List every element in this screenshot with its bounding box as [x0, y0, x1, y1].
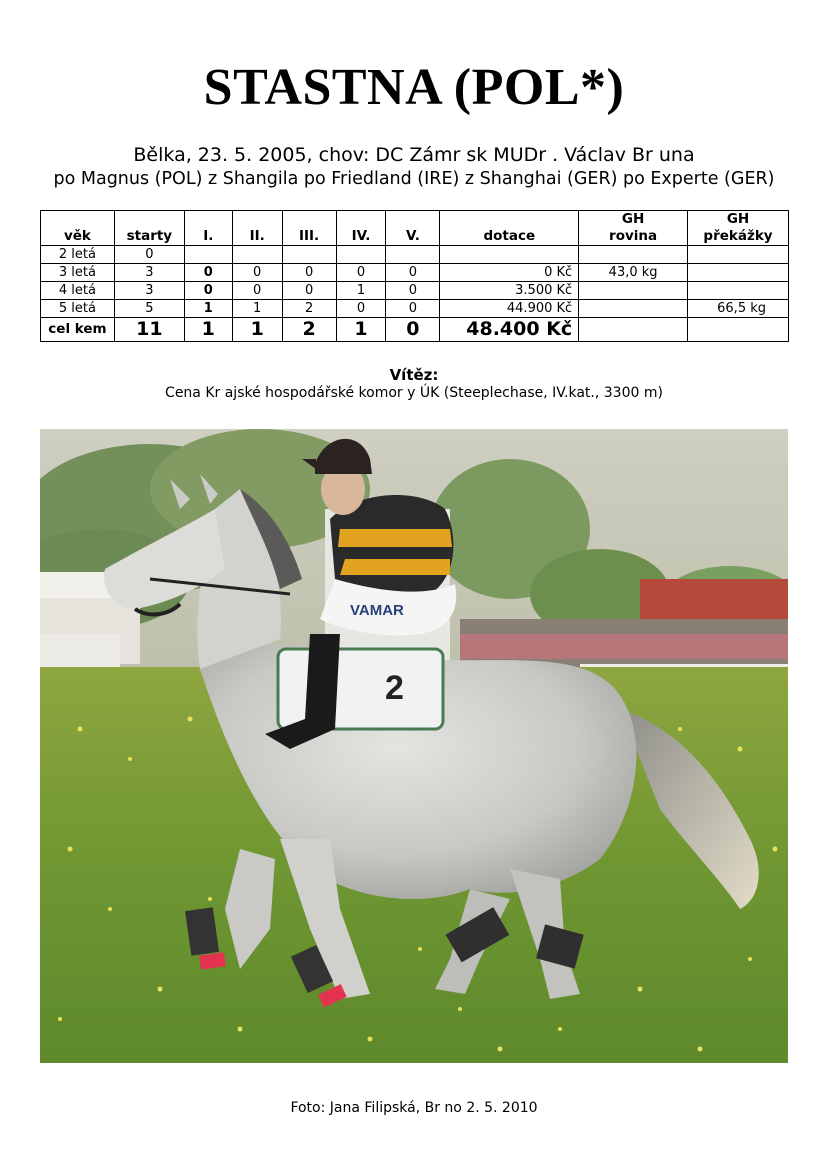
cell-age: 2 letá [41, 246, 115, 264]
table-row [41, 264, 789, 282]
cell-gh-hurdle [688, 264, 789, 282]
cell-p2: 0 [232, 264, 282, 282]
cell-p4: 1 [336, 282, 386, 300]
col-place-1: I. [184, 211, 232, 246]
cell-starts: 0 [114, 246, 184, 264]
photo-credit: Foto: Jana Filipská, Br no 2. 5. 2010 [290, 1100, 538, 1116]
cell-p1: 0 [184, 264, 232, 282]
cell-gh-hurdle [688, 246, 789, 264]
cell-gh-flat: 43,0 kg [579, 264, 688, 282]
table-row [41, 282, 789, 300]
jockey-brand-text: VAMAR [350, 602, 404, 619]
cell-age: 4 letá [41, 282, 115, 300]
cell-starts: 3 [114, 264, 184, 282]
col-place-2: II. [232, 211, 282, 246]
col-gh-hurdle: GH překážky [688, 211, 789, 246]
cell-p5 [386, 246, 440, 264]
cell-prize: 3.500 Kč [440, 282, 579, 300]
cell-total-p4: 1 [336, 318, 386, 342]
cell-prize: 44.900 Kč [440, 300, 579, 318]
cell-p4 [336, 246, 386, 264]
winner-label: Vítěz: [389, 366, 439, 384]
col-prize: dotace [440, 211, 579, 246]
cell-starts: 5 [114, 300, 184, 318]
race-record-table [40, 210, 789, 342]
table-header-row [41, 211, 789, 246]
cell-gh-hurdle: 66,5 kg [688, 300, 789, 318]
cell-total-p1: 1 [184, 318, 232, 342]
cell-prize [440, 246, 579, 264]
cell-total-label: cel kem [41, 318, 115, 342]
cell-p4: 0 [336, 300, 386, 318]
cell-total-prize: 48.400 Kč [440, 318, 579, 342]
cell-p5: 0 [386, 282, 440, 300]
cell-p2: 0 [232, 282, 282, 300]
cell-starts: 3 [114, 282, 184, 300]
cell-p4: 0 [336, 264, 386, 282]
col-starts: starty [114, 211, 184, 246]
cell-p3: 0 [282, 282, 336, 300]
col-gh-flat: GH rovina [579, 211, 688, 246]
cell-p1: 1 [184, 300, 232, 318]
col-place-5: V. [386, 211, 440, 246]
col-place-3: III. [282, 211, 336, 246]
horse-name-title: STASTNA (POL*) [203, 59, 625, 116]
table-row [41, 300, 789, 318]
birth-breeder-line: Bělka, 23. 5. 2005, chov: DC Zámr sk MUDr . Václav Br una [133, 144, 695, 166]
cell-age: 3 letá [41, 264, 115, 282]
table-total-row [41, 318, 789, 342]
pedigree-line: po Magnus (POL) z Shangila po Friedland (IRE) z Shanghai (GER) po Experte (GER) [53, 169, 775, 189]
cell-total-gh-hurdle [688, 318, 789, 342]
cell-p2 [232, 246, 282, 264]
cell-total-gh-flat [579, 318, 688, 342]
winning-race: Cena Kr ajské hospodářské komor y ÚK (Steeplechase, IV.kat., 3300 m) [165, 385, 663, 401]
cell-gh-flat [579, 282, 688, 300]
cell-p1: 0 [184, 282, 232, 300]
cell-age: 5 letá [41, 300, 115, 318]
col-place-4: IV. [336, 211, 386, 246]
cell-p5: 0 [386, 264, 440, 282]
cell-gh-hurdle [688, 282, 789, 300]
cell-p1 [184, 246, 232, 264]
cell-gh-flat [579, 246, 688, 264]
cell-p3: 2 [282, 300, 336, 318]
cell-total-p2: 1 [232, 318, 282, 342]
cell-p3: 0 [282, 264, 336, 282]
cell-gh-flat [579, 300, 688, 318]
horse-photo [40, 429, 788, 1063]
cell-total-starts: 11 [114, 318, 184, 342]
col-age: věk [41, 211, 115, 246]
cell-prize: 0 Kč [440, 264, 579, 282]
cell-total-p3: 2 [282, 318, 336, 342]
saddle-number: 2 [385, 669, 404, 707]
cell-p3 [282, 246, 336, 264]
cell-p2: 1 [232, 300, 282, 318]
table-row [41, 246, 789, 264]
cell-p5: 0 [386, 300, 440, 318]
cell-total-p5: 0 [386, 318, 440, 342]
